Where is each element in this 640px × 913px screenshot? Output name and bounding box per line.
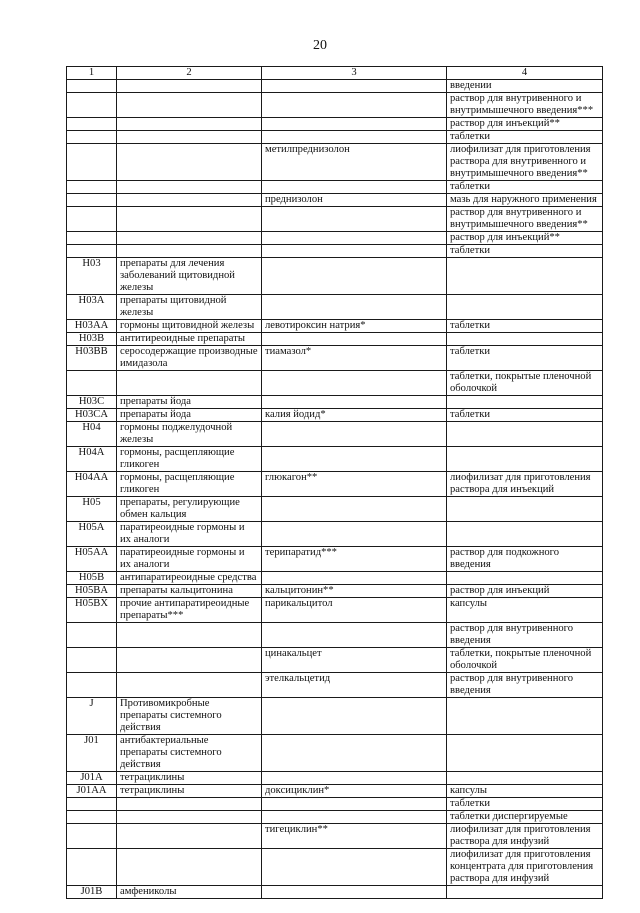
- atc-code-cell: H05BA: [67, 585, 117, 598]
- table-row: [67, 772, 603, 785]
- group-name-cell: антибактериальные препараты системного действия: [117, 735, 262, 772]
- table-row: [67, 258, 603, 295]
- table-row: [67, 80, 603, 93]
- dosage-form-cell: лиофилизат для приготовления раствора для внутривенного и внутримышечного введения**: [447, 144, 603, 181]
- dosage-form-cell: таблетки: [447, 131, 603, 144]
- table-row: [67, 131, 603, 144]
- dosage-form-cell: таблетки: [447, 181, 603, 194]
- atc-code-cell: [67, 371, 117, 396]
- table-row: [67, 118, 603, 131]
- atc-code-cell: [67, 232, 117, 245]
- drug-name-cell: [262, 572, 447, 585]
- atc-code-cell: H03B: [67, 333, 117, 346]
- atc-code-cell: J01A: [67, 772, 117, 785]
- group-name-cell: [117, 131, 262, 144]
- dosage-form-cell: таблетки, покрытые пленочной оболочкой: [447, 648, 603, 673]
- dosage-form-cell: раствор для инъекций**: [447, 118, 603, 131]
- table-row: [67, 886, 603, 899]
- dosage-form-cell: [447, 522, 603, 547]
- atc-code-cell: [67, 623, 117, 648]
- table-row: [67, 181, 603, 194]
- group-name-cell: препараты, регулирующие обмен кальция: [117, 497, 262, 522]
- table-row: [67, 598, 603, 623]
- group-name-cell: [117, 824, 262, 849]
- group-name-cell: [117, 648, 262, 673]
- dosage-form-cell: [447, 333, 603, 346]
- atc-code-cell: [67, 207, 117, 232]
- group-name-cell: [117, 93, 262, 118]
- group-name-cell: препараты щитовидной железы: [117, 295, 262, 320]
- atc-code-cell: [67, 648, 117, 673]
- column-header-3: 3: [262, 67, 447, 80]
- dosage-form-cell: таблетки: [447, 409, 603, 422]
- dosage-form-cell: раствор для внутривенного введения: [447, 673, 603, 698]
- table-row: [67, 585, 603, 598]
- drug-name-cell: тигециклин**: [262, 824, 447, 849]
- table-row: [67, 547, 603, 572]
- group-name-cell: паратиреоидные гормоны и их аналоги: [117, 522, 262, 547]
- column-header-2: 2: [117, 67, 262, 80]
- group-name-cell: препараты для лечения заболеваний щитовидной железы: [117, 258, 262, 295]
- atc-code-cell: H05A: [67, 522, 117, 547]
- dosage-form-cell: введении: [447, 80, 603, 93]
- table-row: [67, 422, 603, 447]
- dosage-form-cell: [447, 497, 603, 522]
- group-name-cell: [117, 849, 262, 886]
- atc-code-cell: [67, 194, 117, 207]
- drug-name-cell: терипаратид***: [262, 547, 447, 572]
- drug-name-cell: [262, 422, 447, 447]
- table-row: [67, 472, 603, 497]
- atc-code-cell: [67, 181, 117, 194]
- drug-name-cell: [262, 295, 447, 320]
- group-name-cell: [117, 232, 262, 245]
- group-name-cell: [117, 245, 262, 258]
- atc-code-cell: [67, 131, 117, 144]
- table-row: [67, 811, 603, 824]
- drug-name-cell: [262, 735, 447, 772]
- atc-code-cell: [67, 245, 117, 258]
- atc-code-cell: J: [67, 698, 117, 735]
- drug-name-cell: [262, 811, 447, 824]
- group-name-cell: серосодержащие производные имидазола: [117, 346, 262, 371]
- table-row: [67, 673, 603, 698]
- dosage-form-cell: [447, 886, 603, 899]
- group-name-cell: [117, 673, 262, 698]
- atc-code-cell: H05AA: [67, 547, 117, 572]
- dosage-form-cell: мазь для наружного применения: [447, 194, 603, 207]
- dosage-form-cell: [447, 698, 603, 735]
- group-name-cell: препараты кальцитонина: [117, 585, 262, 598]
- dosage-form-cell: таблетки: [447, 245, 603, 258]
- table-row: [67, 207, 603, 232]
- table-row: [67, 522, 603, 547]
- drug-name-cell: [262, 93, 447, 118]
- drug-name-cell: левотироксин натрия*: [262, 320, 447, 333]
- dosage-form-cell: капсулы: [447, 598, 603, 623]
- table-row: [67, 497, 603, 522]
- drug-name-cell: преднизолон: [262, 194, 447, 207]
- table-row: [67, 648, 603, 673]
- table-row: [67, 798, 603, 811]
- atc-code-cell: [67, 673, 117, 698]
- dosage-form-cell: раствор для инъекций: [447, 585, 603, 598]
- column-header-4: 4: [447, 67, 603, 80]
- drug-name-cell: [262, 522, 447, 547]
- atc-code-cell: H03C: [67, 396, 117, 409]
- drug-name-cell: [262, 207, 447, 232]
- drug-name-cell: этелкальцетид: [262, 673, 447, 698]
- table-body: [67, 80, 603, 899]
- atc-code-cell: J01: [67, 735, 117, 772]
- drug-name-cell: [262, 181, 447, 194]
- atc-code-cell: H05: [67, 497, 117, 522]
- dosage-form-cell: лиофилизат для приготовления концентрата для приготовления раствора для инфузий: [447, 849, 603, 886]
- group-name-cell: [117, 80, 262, 93]
- group-name-cell: Противомикробные препараты системного действия: [117, 698, 262, 735]
- group-name-cell: прочие антипаратиреоидные препараты***: [117, 598, 262, 623]
- dosage-form-cell: [447, 772, 603, 785]
- atc-code-cell: [67, 798, 117, 811]
- drug-name-cell: калия йодид*: [262, 409, 447, 422]
- dosage-form-cell: [447, 422, 603, 447]
- dosage-form-cell: раствор для внутривенного и внутримышечного введения***: [447, 93, 603, 118]
- dosage-form-cell: капсулы: [447, 785, 603, 798]
- drug-name-cell: доксициклин*: [262, 785, 447, 798]
- drug-name-cell: [262, 371, 447, 396]
- drug-name-cell: [262, 396, 447, 409]
- group-name-cell: [117, 207, 262, 232]
- dosage-form-cell: раствор для инъекций**: [447, 232, 603, 245]
- atc-code-cell: [67, 93, 117, 118]
- dosage-form-cell: раствор для внутривенного введения: [447, 623, 603, 648]
- table-row: [67, 295, 603, 320]
- drug-name-cell: [262, 258, 447, 295]
- drug-name-cell: [262, 698, 447, 735]
- drug-name-cell: [262, 772, 447, 785]
- drug-name-cell: [262, 798, 447, 811]
- drug-name-cell: парикальцитол: [262, 598, 447, 623]
- group-name-cell: гормоны, расщепляющие гликоген: [117, 472, 262, 497]
- table-row: [67, 849, 603, 886]
- atc-code-cell: [67, 118, 117, 131]
- table-row: [67, 735, 603, 772]
- atc-code-cell: [67, 80, 117, 93]
- atc-code-cell: H03A: [67, 295, 117, 320]
- drug-name-cell: [262, 131, 447, 144]
- table-row: [67, 409, 603, 422]
- table-row: [67, 572, 603, 585]
- dosage-form-cell: раствор для внутривенного и внутримышечного введения**: [447, 207, 603, 232]
- table-row: [67, 623, 603, 648]
- drug-name-cell: [262, 849, 447, 886]
- drug-name-cell: метилпреднизолон: [262, 144, 447, 181]
- drug-name-cell: [262, 623, 447, 648]
- medication-table: [66, 66, 603, 899]
- group-name-cell: [117, 181, 262, 194]
- table-row: [67, 785, 603, 798]
- dosage-form-cell: [447, 396, 603, 409]
- group-name-cell: тетрациклины: [117, 772, 262, 785]
- dosage-form-cell: [447, 447, 603, 472]
- group-name-cell: антитиреоидные препараты: [117, 333, 262, 346]
- dosage-form-cell: [447, 295, 603, 320]
- table-row: [67, 144, 603, 181]
- header-row: [67, 67, 603, 80]
- group-name-cell: [117, 118, 262, 131]
- group-name-cell: [117, 811, 262, 824]
- dosage-form-cell: [447, 735, 603, 772]
- dosage-form-cell: [447, 572, 603, 585]
- drug-name-cell: [262, 333, 447, 346]
- dosage-form-cell: таблетки: [447, 346, 603, 371]
- table-row: [67, 396, 603, 409]
- atc-code-cell: [67, 849, 117, 886]
- table-row: [67, 371, 603, 396]
- group-name-cell: [117, 144, 262, 181]
- table-row: [67, 824, 603, 849]
- atc-code-cell: H04: [67, 422, 117, 447]
- dosage-form-cell: лиофилизат для приготовления раствора для инъекций: [447, 472, 603, 497]
- group-name-cell: антипаратиреоидные средства: [117, 572, 262, 585]
- drug-name-cell: кальцитонин**: [262, 585, 447, 598]
- group-name-cell: гормоны поджелудочной железы: [117, 422, 262, 447]
- atc-code-cell: J01AA: [67, 785, 117, 798]
- atc-code-cell: J01B: [67, 886, 117, 899]
- atc-code-cell: H03BB: [67, 346, 117, 371]
- page-number: 20: [313, 38, 327, 53]
- drug-name-cell: [262, 80, 447, 93]
- atc-code-cell: H05B: [67, 572, 117, 585]
- group-name-cell: [117, 798, 262, 811]
- table-row: [67, 698, 603, 735]
- atc-code-cell: [67, 144, 117, 181]
- atc-code-cell: H04AA: [67, 472, 117, 497]
- table-row: [67, 346, 603, 371]
- column-header-1: 1: [67, 67, 117, 80]
- group-name-cell: [117, 194, 262, 207]
- atc-code-cell: [67, 824, 117, 849]
- atc-code-cell: H03AA: [67, 320, 117, 333]
- table-row: [67, 447, 603, 472]
- group-name-cell: гормоны, расщепляющие гликоген: [117, 447, 262, 472]
- group-name-cell: препараты йода: [117, 409, 262, 422]
- group-name-cell: паратиреоидные гормоны и их аналоги: [117, 547, 262, 572]
- table-row: [67, 232, 603, 245]
- drug-name-cell: [262, 232, 447, 245]
- dosage-form-cell: таблетки: [447, 798, 603, 811]
- group-name-cell: препараты йода: [117, 396, 262, 409]
- group-name-cell: гормоны щитовидной железы: [117, 320, 262, 333]
- table-row: [67, 194, 603, 207]
- table-row: [67, 93, 603, 118]
- drug-name-cell: [262, 497, 447, 522]
- drug-name-cell: [262, 118, 447, 131]
- atc-code-cell: H03: [67, 258, 117, 295]
- drug-name-cell: цинакальцет: [262, 648, 447, 673]
- atc-code-cell: [67, 811, 117, 824]
- drug-name-cell: [262, 447, 447, 472]
- dosage-form-cell: раствор для подкожного введения: [447, 547, 603, 572]
- dosage-form-cell: таблетки, покрытые пленочной оболочкой: [447, 371, 603, 396]
- dosage-form-cell: лиофилизат для приготовления раствора для инфузий: [447, 824, 603, 849]
- group-name-cell: [117, 371, 262, 396]
- atc-code-cell: H04A: [67, 447, 117, 472]
- dosage-form-cell: таблетки диспергируемые: [447, 811, 603, 824]
- table-row: [67, 333, 603, 346]
- atc-code-cell: H03CA: [67, 409, 117, 422]
- group-name-cell: [117, 623, 262, 648]
- group-name-cell: тетрациклины: [117, 785, 262, 798]
- dosage-form-cell: таблетки: [447, 320, 603, 333]
- atc-code-cell: H05BX: [67, 598, 117, 623]
- group-name-cell: амфениколы: [117, 886, 262, 899]
- drug-name-cell: [262, 886, 447, 899]
- drug-name-cell: тиамазол*: [262, 346, 447, 371]
- drug-name-cell: [262, 245, 447, 258]
- drug-name-cell: глюкагон**: [262, 472, 447, 497]
- table-row: [67, 245, 603, 258]
- dosage-form-cell: [447, 258, 603, 295]
- table-row: [67, 320, 603, 333]
